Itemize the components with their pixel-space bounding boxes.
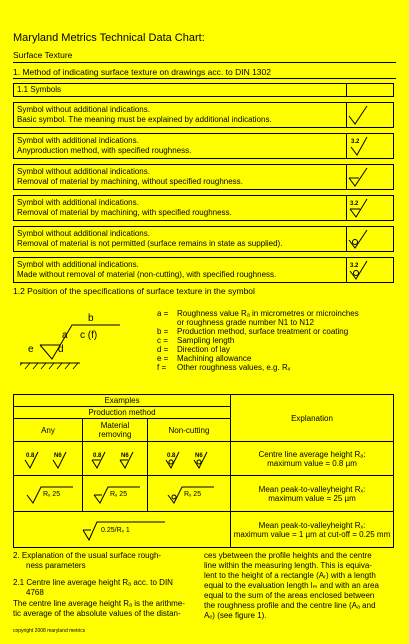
label-b: b [88, 313, 94, 324]
label-e: e [28, 344, 34, 355]
roughness-any-icon [347, 135, 371, 157]
divider [13, 62, 396, 63]
svg-text:3.2: 3.2 [351, 139, 360, 145]
example-machining-icon [89, 448, 141, 470]
svg-text:0.8: 0.8 [93, 452, 102, 459]
symbol-position-diagram [20, 307, 130, 377]
divider [13, 78, 396, 79]
table-row: Symbol without additional indications. Removal of material by machining, without specified roughness. [14, 165, 394, 190]
label-c: c (f) [80, 330, 98, 341]
non-cutting-roughness-icon [347, 259, 371, 281]
section12-heading: 1.2 Position of the specifications of surface texture in the symbol [13, 286, 255, 296]
copyright: copyright 2008 maryland metrics [13, 628, 86, 634]
symbols-table [13, 83, 394, 283]
table-row: Symbol without additional indications. Removal of material is not permitted (surface remains in state as supplied). [14, 227, 394, 252]
example-rz-machining-icon [88, 483, 142, 505]
table-row: Symbol with additional indications. Anyproduction method, with specified roughness. 3.2 [14, 134, 394, 159]
table-row: Symbol without additional indications. Basic symbol. The meaning must be explained by additional indications. [14, 103, 394, 128]
example-noncutting-icon [163, 448, 215, 470]
section2-heading: 2. Explanation of the usual surface rough- ness parameters [13, 551, 162, 570]
page-subtitle: Surface Texture [13, 50, 73, 60]
table-row: Symbol with additional indications. Removal of material by machining, with specified roughness. 3.2 [14, 196, 394, 221]
svg-text:3.2: 3.2 [350, 201, 359, 207]
example-any-icon [22, 448, 74, 470]
svg-text:Rₓ 25: Rₓ 25 [43, 490, 61, 498]
table-row: Rₓ 25 Rₓ 25 Rₓ 25 Mean peak-to-valleyheight Rₓ: maximum value = 25 µm [14, 476, 394, 512]
label-d: d [58, 344, 64, 355]
examples-table: Examples Explanation Production method Any Material removing Non-cutting 0.8 N6 0.8 N6 0.8 N6 Centre line average height Rₐ: maximum value = 0.8 µm Rₓ 25 Rₓ 25 Rₓ 25 Mean peak-to-valleyheight Rₓ: maximum value = 25 µm 0.25/Rₓ 1 Mean peak-to-valleyheight Rₓ: maximum value = 1 µm at cut-off = 0.25 mm [13, 394, 394, 548]
machining-icon [347, 166, 371, 188]
svg-text:0.25/Rₓ 1: 0.25/Rₓ 1 [101, 526, 130, 534]
table-row: 0.8 N6 0.8 N6 0.8 N6 Centre line average height Rₐ: maximum value = 0.8 µm [14, 442, 394, 476]
page-title: Maryland Metrics Technical Data Chart: [13, 32, 205, 44]
svg-text:0.8: 0.8 [167, 452, 176, 459]
svg-text:N6: N6 [54, 452, 62, 459]
section1-heading: 1. Method of indicating surface texture on drawings acc. to DIN 1302 [13, 67, 271, 77]
svg-text:N6: N6 [121, 452, 129, 459]
machining-roughness-icon [347, 197, 371, 219]
table-row: Symbol with additional indications. Made without removal of material (non-cutting), with specified roughness. 3.2 [14, 258, 394, 283]
example-rz-noncutting-icon [162, 483, 216, 505]
legend: a = Roughness value Rₐ in micrometres or microinches or roughness grade number N1 to N12 b = Production method, surface treatment or coating c = Sampling length d = Direction of lay e = Machining allowance f = Other roughness values, e.g. Rₓ [157, 309, 359, 372]
symbols-heading: 1.1 Symbols [14, 84, 347, 97]
svg-text:0.8: 0.8 [26, 452, 35, 459]
label-a: a [62, 330, 68, 341]
table-row: 0.25/Rₓ 1 Mean peak-to-valleyheight Rₓ: maximum value = 1 µm at cut-off = 0.25 mm [14, 512, 394, 548]
svg-text:Rₓ 25: Rₓ 25 [184, 490, 202, 498]
no-removal-icon [347, 228, 371, 250]
section21-body: The centre line average height Rₐ is the arithme- tic average of the absolute values of the distan- [13, 599, 185, 618]
svg-text:3.2: 3.2 [350, 263, 359, 269]
section21-heading: 2.1 Centre line average height Rₐ acc. to DIN 4768 [13, 578, 173, 597]
svg-text:N6: N6 [195, 452, 203, 459]
section21-body-right: ces ybetween the profile heights and the centre line within the measuring length. This is equiva- lent to the height of a rectangle (Aᵣ) with a length equal to the evaluation length lₘ and with an area equal to the sum of the areas enclosed between the roughness profile and the centre line (Aₐ and Aₑ) (see figure 1). [204, 551, 379, 620]
example-rz-any-icon [21, 483, 75, 505]
basic-symbol-icon [347, 104, 371, 126]
example-cutoff-icon [77, 518, 167, 542]
svg-text:Rₓ 25: Rₓ 25 [110, 490, 128, 498]
